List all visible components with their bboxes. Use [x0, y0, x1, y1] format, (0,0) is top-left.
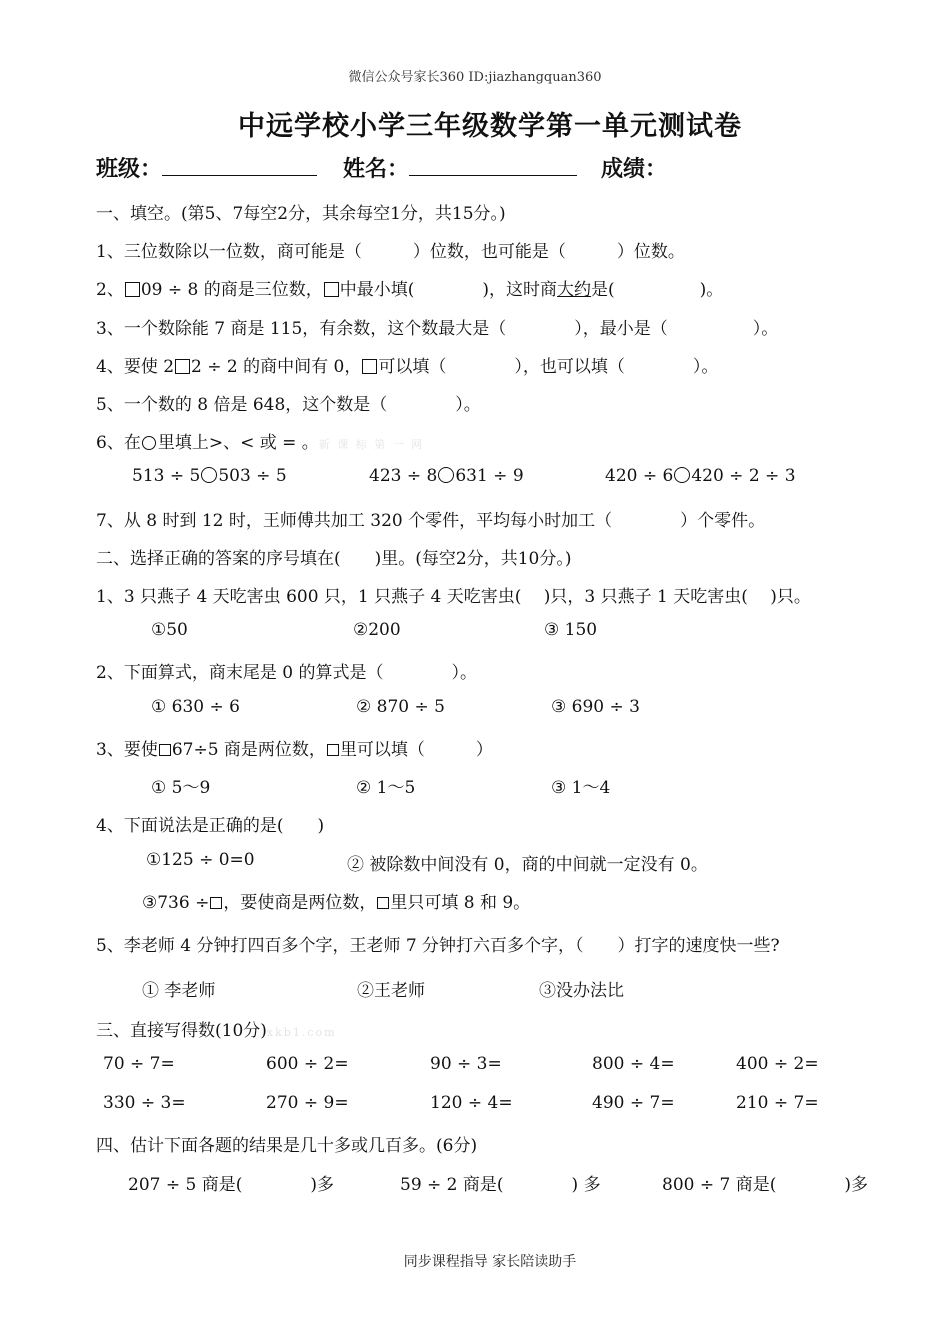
s2-q1-option-3: ③ 150: [544, 620, 598, 640]
class-blank[interactable]: [162, 155, 317, 176]
digit-box: [210, 897, 222, 909]
digit-box: [324, 282, 339, 297]
q6-item-left: 423 ÷ 8: [369, 466, 438, 486]
q2-prefix: 2、: [96, 280, 124, 300]
s1-question-2: [96, 275, 723, 300]
s2-question-3: [96, 735, 493, 760]
calc-item: 800 ÷ 4=: [592, 1054, 675, 1074]
s1-question-7: 7、从 8 时到 12 时，王师傅共加工 320 个零件，平均每小时加工（ ）个零件。: [96, 511, 766, 531]
s2-q3-option-2: ② 1～5: [356, 778, 416, 798]
digit-box: [377, 897, 389, 909]
digit-box: [125, 282, 140, 297]
s2-q3-option-1: ① 5～9: [151, 778, 211, 798]
compare-circle-icon: [142, 436, 156, 450]
q4-text-1: 2 ÷ 2 的商中间有 0，: [191, 357, 362, 377]
calc-item: 400 ÷ 2=: [736, 1054, 819, 1074]
q6-prefix: 6、在: [96, 433, 141, 453]
digit-box: [327, 744, 339, 756]
estimate-item: 800 ÷ 7 商是( )多: [662, 1175, 868, 1195]
calc-item: 70 ÷ 7=: [103, 1054, 175, 1074]
s1-question-4: [96, 352, 718, 377]
q3-text-1: 67÷5 商是两位数，: [171, 740, 326, 760]
compare-circle-icon[interactable]: [438, 467, 454, 483]
s2-q2-option-1: ① 630 ÷ 6: [151, 697, 240, 717]
calc-item: 120 ÷ 4=: [430, 1093, 513, 1113]
q6-item-right: 420 ÷ 2 ÷ 3: [691, 466, 796, 486]
digit-box: [159, 744, 171, 756]
q2-text-2: 中最小填( )，这时商: [339, 280, 557, 300]
q6-text: 里填上>、< 或 = 。: [157, 433, 319, 453]
q2-text-3: 是( )。: [591, 280, 724, 300]
s1-question-6: [96, 428, 424, 453]
s2-question-4: 4、下面说法是正确的是( ): [96, 816, 325, 836]
q4o3-prefix: ③736 ÷: [142, 893, 210, 913]
section-1-heading: 一、填空。(第5、7每空2分，其余每空1分，共15分。): [96, 204, 506, 224]
compare-circle-icon[interactable]: [201, 467, 217, 483]
calc-item: 600 ÷ 2=: [266, 1054, 349, 1074]
calc-item: 330 ÷ 3=: [103, 1093, 186, 1113]
section-3-heading-text: 三、直接写得数(10分): [96, 1021, 267, 1041]
section-3-heading: [96, 1016, 337, 1041]
q4-prefix: 4、要使 2: [96, 357, 175, 377]
calc-item: 270 ÷ 9=: [266, 1093, 349, 1113]
section-4-heading: 四、估计下面各题的结果是几十多或几百多。(6分): [96, 1136, 478, 1156]
s2-q4-option-2: ② 被除数中间没有 0，商的中间就一定没有 0。: [347, 855, 708, 875]
q2-underlined-word: 大约: [557, 280, 591, 300]
q6-item-2: [369, 466, 524, 486]
score-label: 成绩：: [601, 156, 668, 182]
s2-q1-option-2: ②200: [353, 620, 401, 640]
digit-box: [175, 359, 190, 374]
page-title: 中远学校小学三年级数学第一单元测试卷: [238, 111, 742, 142]
q3-prefix: 3、要使: [96, 740, 158, 760]
compare-circle-icon[interactable]: [674, 467, 690, 483]
s2-q2-option-3: ③ 690 ÷ 3: [551, 697, 640, 717]
q6-item-right: 631 ÷ 9: [455, 466, 524, 486]
calc-item: 210 ÷ 7=: [736, 1093, 819, 1113]
q6-item-right: 503 ÷ 5: [218, 466, 287, 486]
s2-q5-option-3: ③没办法比: [539, 981, 624, 1001]
s2-q4-option-1: ①125 ÷ 0=0: [146, 850, 255, 870]
s1-question-1: 1、三位数除以一位数，商可能是（ ）位数，也可能是（ ）位数。: [96, 242, 685, 262]
digit-box: [362, 359, 377, 374]
q4-text-2: 可以填（ ），也可以填（ ）。: [378, 357, 719, 377]
name-blank[interactable]: [409, 155, 577, 176]
student-info-line: [96, 152, 667, 183]
estimate-item: 207 ÷ 5 商是( )多: [128, 1175, 334, 1195]
q6-item-1: [132, 466, 287, 486]
watermark-text: xkb1.com: [266, 1026, 337, 1039]
class-label: 班级：: [96, 156, 163, 182]
q4o3-text-2: 里只可填 8 和 9。: [390, 893, 531, 913]
s2-question-5: 5、李老师 4 分钟打四百多个字，王老师 7 分钟打六百多个字，（ ）打字的速度快一些?: [96, 936, 780, 956]
q3-text-2: 里可以填（ ）: [339, 740, 493, 760]
s1-question-5: 5、一个数的 8 倍是 648，这个数是（ ）。: [96, 395, 481, 415]
estimate-item: 59 ÷ 2 商是( ) 多: [400, 1175, 601, 1195]
header-note: 微信公众号家长360 ID:jiazhangquan360: [348, 70, 602, 85]
section-2-heading: 二、选择正确的答案的序号填在( )里。(每空2分，共10分。): [96, 549, 572, 569]
s1-question-3: 3、一个数除能 7 商是 115，有余数，这个数最大是（ ），最小是（ ）。: [96, 319, 779, 339]
name-label: 姓名：: [343, 156, 410, 182]
q6-item-left: 513 ÷ 5: [132, 466, 201, 486]
s2-question-1: 1、3 只燕子 4 天吃害虫 600 只，1 只燕子 4 天吃害虫( )只，3 只燕子 1 天吃害虫( )只。: [96, 587, 811, 607]
footer-note: 同步课程指导 家长陪读助手: [403, 1254, 577, 1270]
watermark-text: 新 课 标 第 一 网: [318, 438, 425, 451]
q6-item-3: [605, 466, 796, 486]
s2-q1-option-1: ①50: [151, 620, 188, 640]
s2-question-2: 2、下面算式，商末尾是 0 的算式是（ ）。: [96, 663, 477, 683]
s2-q3-option-3: ③ 1～4: [551, 778, 611, 798]
calc-item: 90 ÷ 3=: [430, 1054, 502, 1074]
calc-item: 490 ÷ 7=: [592, 1093, 675, 1113]
q2-text-1: 09 ÷ 8 的商是三位数，: [140, 280, 323, 300]
s2-q2-option-2: ② 870 ÷ 5: [356, 697, 445, 717]
q4o3-text-1: ，要使商是两位数，: [223, 893, 377, 913]
s2-q5-option-1: ① 李老师: [142, 981, 216, 1001]
s2-q5-option-2: ②王老师: [357, 981, 425, 1001]
s2-q4-option-3: [142, 888, 530, 913]
q6-item-left: 420 ÷ 6: [605, 466, 674, 486]
